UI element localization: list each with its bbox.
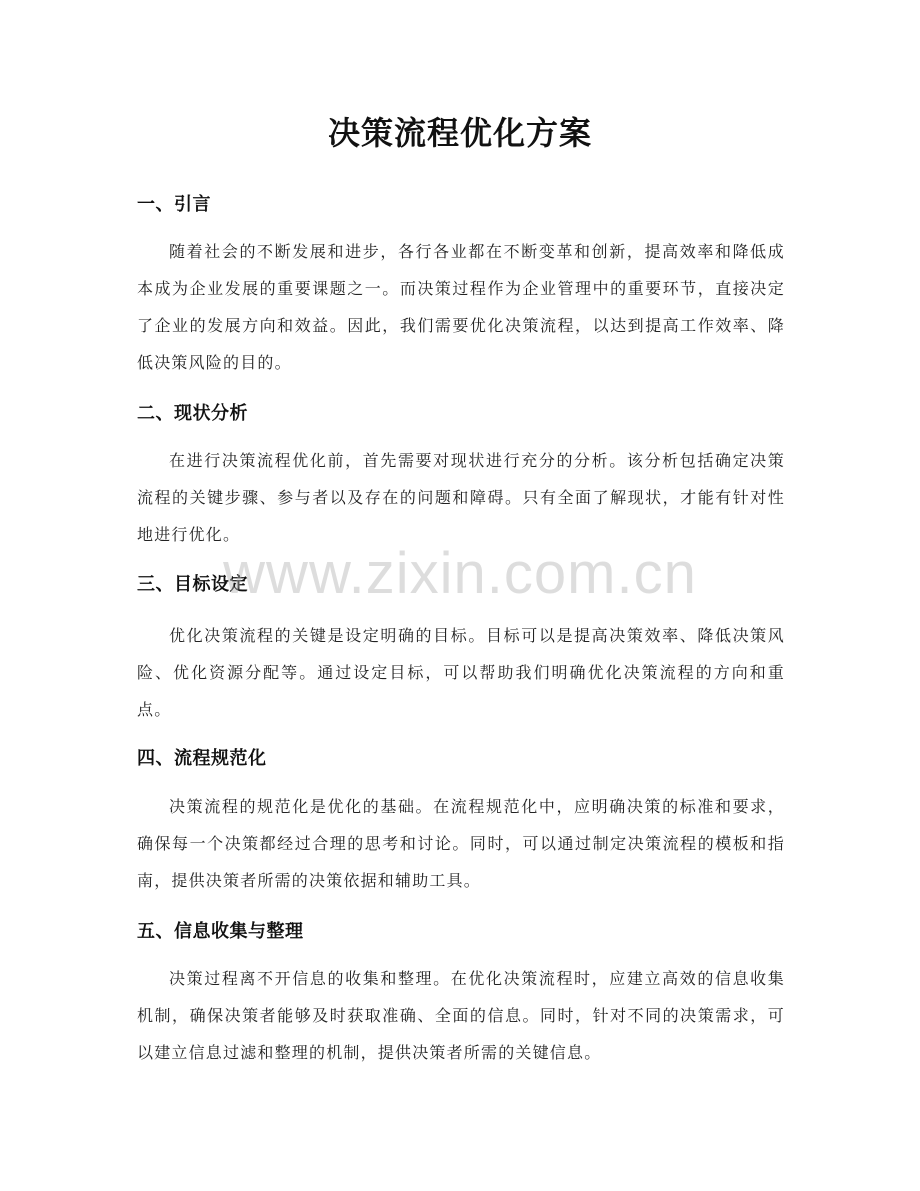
- section-body-goal-setting: 优化决策流程的关键是设定明确的目标。目标可以是提高决策效率、降低决策风险、优化资源分配等。通过设定目标，可以帮助我们明确优化决策流程的方向和重点。: [137, 626, 785, 719]
- section-body-introduction: 随着社会的不断发展和进步，各行各业都在不断变革和创新，提高效率和降低成本成为企业发展的重要课题之一。而决策过程作为企业管理中的重要环节，直接决定了企业的发展方向和效益。因此，我们需要优化决策流程，以达到提高工作效率、降低决策风险的目的。: [137, 242, 785, 372]
- section-heading-status-analysis: 二、现状分析: [137, 403, 248, 424]
- section-body-process-standardization: 决策流程的规范化是优化的基础。在流程规范化中，应明确决策的标准和要求，确保每一个决策都经过合理的思考和讨论。同时，可以通过制定决策流程的模板和指南，提供决策者所需的决策依据和辅助工具。: [137, 797, 785, 890]
- section-body-information-collection: 决策过程离不开信息的收集和整理。在优化决策流程时，应建立高效的信息收集机制，确保决策者能够及时获取准确、全面的信息。同时，针对不同的决策需求，可以建立信息过滤和整理的机制，提供决策者所需的关键信息。: [137, 969, 785, 1062]
- document-title: 决策流程优化方案: [327, 114, 592, 152]
- section-heading-information-collection: 五、信息收集与整理: [137, 921, 304, 942]
- section-body-status-analysis: 在进行决策流程优化前，首先需要对现状进行充分的分析。该分析包括确定决策流程的关键步骤、参与者以及存在的问题和障碍。只有全面了解现状，才能有针对性地进行优化。: [137, 451, 785, 544]
- section-heading-introduction: 一、引言: [137, 194, 211, 215]
- section-heading-goal-setting: 三、目标设定: [137, 574, 248, 595]
- section-heading-process-standardization: 四、流程规范化: [137, 748, 267, 769]
- watermark: www.zixin.com.cn: [223, 541, 697, 606]
